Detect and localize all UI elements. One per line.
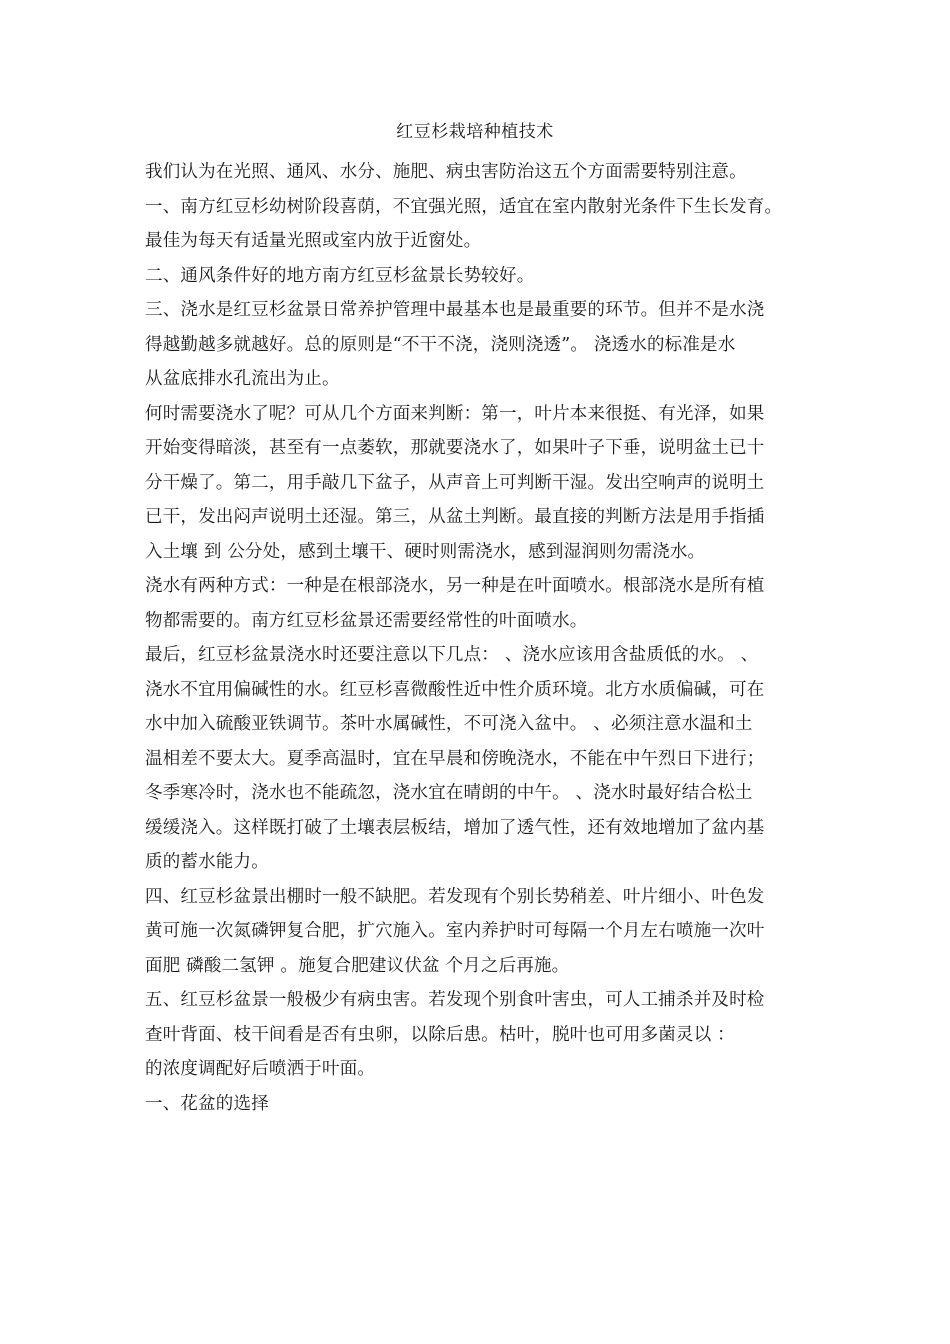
text-line: 一、花盆的选择 bbox=[145, 1093, 269, 1114]
text-line: 浇水不宜用偏碱性的水。红豆杉喜微酸性近中性介质环境。北方水质偏碱，可在 bbox=[145, 679, 765, 700]
text-line: 何时需要浇水了呢？可从几个方面来判断：第一，叶片本来很挺、有光泽，如果 bbox=[145, 403, 765, 424]
text-line: 最后，红豆杉盆景浇水时还要注意以下几点： 、浇水应该用含盐质低的水。 、 bbox=[145, 645, 759, 665]
text-line: 分干燥了。第二，用手敲几下盆子，从声音上可判断干湿。发出空响声的说明土 bbox=[145, 472, 765, 493]
text-line: 五、红豆杉盆景一般极少有病虫害。若发现个别食叶害虫，可人工捕杀并及时检 bbox=[145, 990, 765, 1010]
document-title: 红豆杉栽培种植技术 bbox=[396, 122, 554, 142]
text-line: 三、浇水是红豆杉盆景日常养护管理中最基本也是最重要的环节。但并不是水浇 bbox=[145, 300, 765, 320]
text-line: 已干，发出闷声说明土还湿。第三，从盆土判断。最直接的判断方法是用手指插 bbox=[145, 507, 765, 527]
text-line: 水中加入硫酸亚铁调节。茶叶水属碱性，不可浇入盆中。 、必须注意水温和土 bbox=[145, 714, 753, 734]
text-line: 缓缓浇入。这样既打破了土壤表层板结，增加了透气性，还有效地增加了盆内基 bbox=[145, 817, 765, 838]
text-line: 四、红豆杉盆景出棚时一般不缺肥。若发现有个别长势稍差、叶片细小、叶色发 bbox=[145, 886, 765, 907]
text-line: 二、通风条件好的地方南方红豆杉盆景长势较好。 bbox=[145, 265, 535, 286]
text-line: 冬季寒冷时，浇水也不能疏忽，浇水宜在晴朗的中午。 、浇水时最好结合松土 bbox=[145, 783, 753, 803]
text-line: 得越勤越多就越好。总的原则是“不干不浇，浇则浇透”。 浇透水的标准是水 bbox=[145, 334, 736, 355]
text-line: 最佳为每天有适量光照或室内放于近窗处。 bbox=[145, 231, 482, 251]
text-line: 物都需要的。南方红豆杉盆景还需要经常性的叶面喷水。 bbox=[145, 610, 588, 631]
text-line: 开始变得暗淡，甚至有一点萎软，那就要浇水了，如果叶子下垂，说明盆土已十 bbox=[145, 438, 765, 458]
text-line: 的浓度调配好后喷洒于叶面。 bbox=[145, 1059, 376, 1079]
text-line: 黄可施一次氮磷钾复合肥，扩穴施入。室内养护时可每隔一个月左右喷施一次叶 bbox=[145, 921, 765, 941]
text-line: 浇水有两种方式：一种是在根部浇水，另一种是在叶面喷水。根部浇水是所有植 bbox=[145, 576, 765, 596]
text-line: 一、南方红豆杉幼树阶段喜荫，不宜强光照，适宜在室内散射光条件下生长发育。 bbox=[145, 196, 783, 217]
text-line: 查叶背面、枝干间看是否有虫卵，以除后患。枯叶，脱叶也可用多菌灵以 ： bbox=[145, 1024, 735, 1045]
text-line: 入土壤 到 公分处，感到土壤干、硬时则需浇水，感到湿润则勿需浇水。 bbox=[145, 541, 706, 562]
text-line: 我们认为在光照、通风、水分、施肥、病虫害防治这五个方面需要特别注意。 bbox=[145, 162, 747, 182]
text-line: 面肥 磷酸二氢钾 。施复合肥建议伏盆 个月之后再施。 bbox=[145, 955, 570, 976]
text-line: 温相差不要太大。夏季高温时，宜在早晨和傍晚浇水，不能在中午烈日下进行； bbox=[145, 748, 765, 769]
text-line: 从盆底排水孔流出为止。 bbox=[145, 369, 340, 389]
document-body bbox=[145, 155, 810, 1121]
text-line: 质的蓄水能力。 bbox=[145, 852, 269, 872]
